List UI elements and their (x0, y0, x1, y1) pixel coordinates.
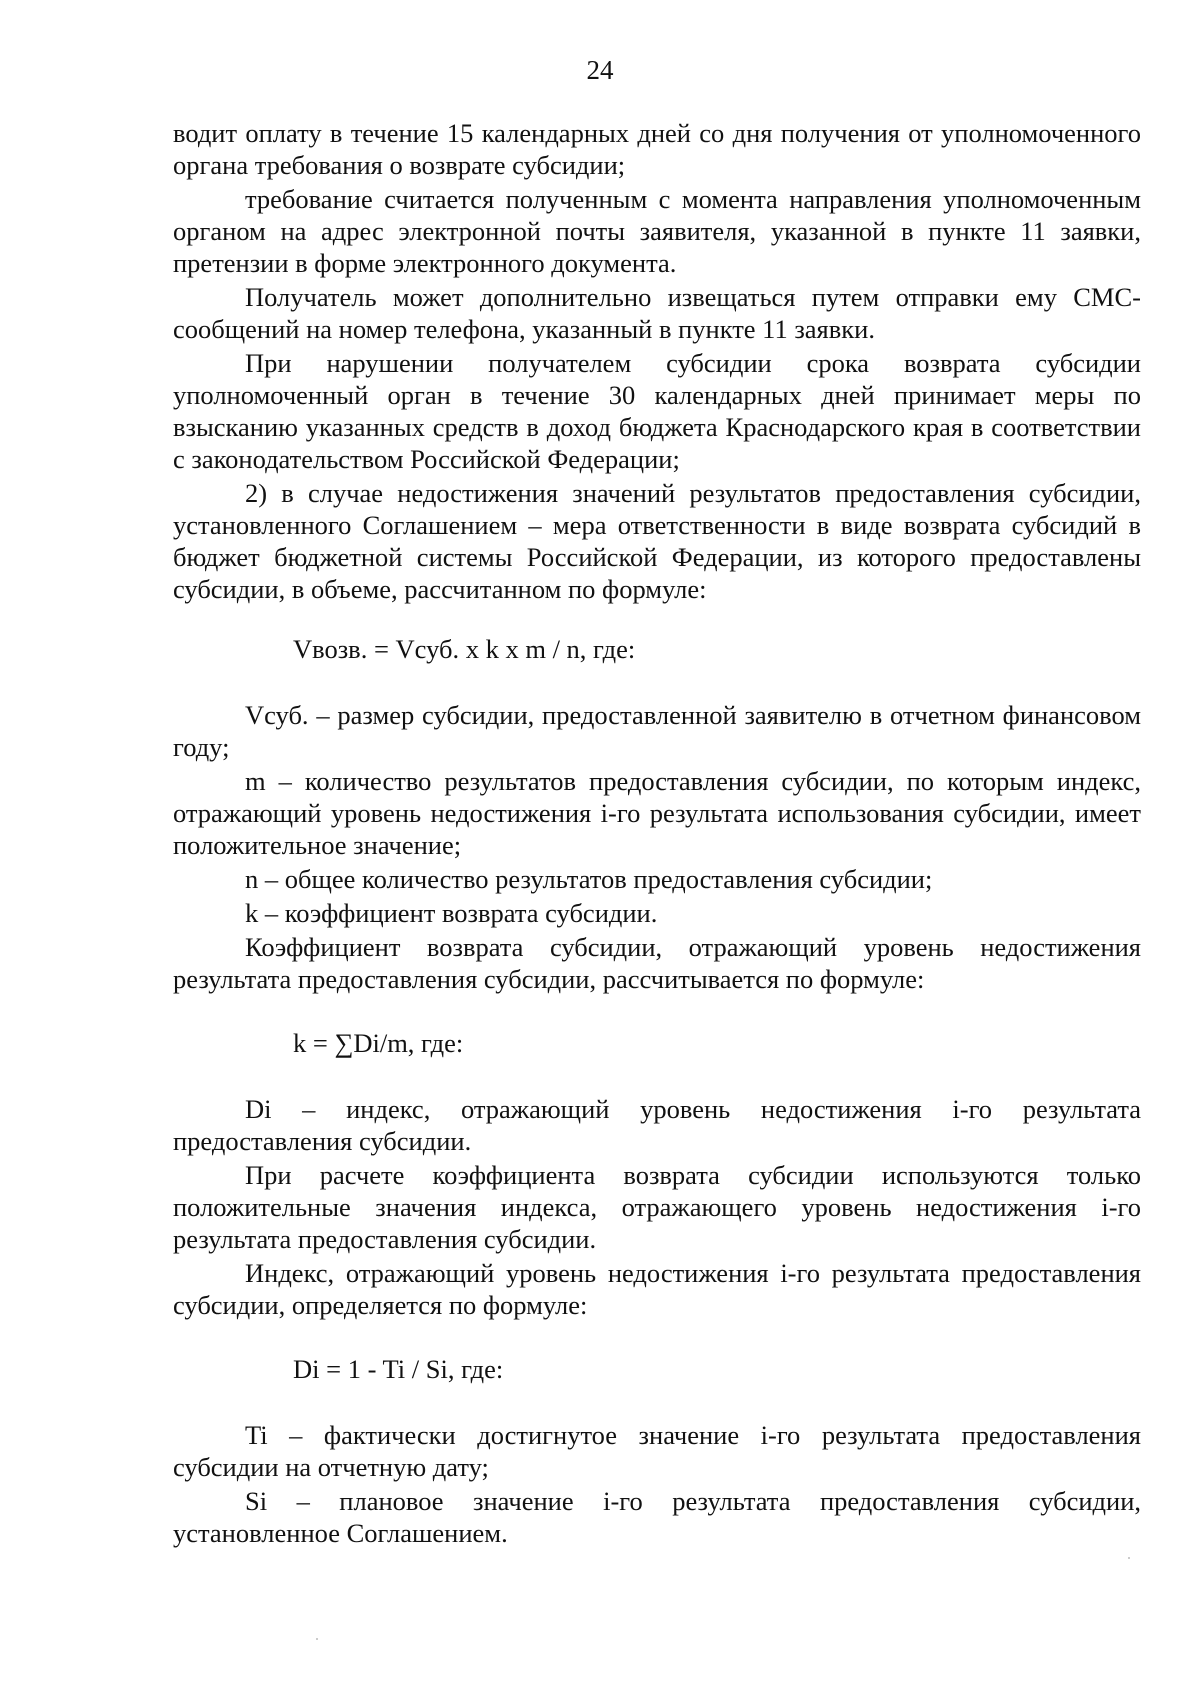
paragraph-demand-received: требование считается полученным с момента направления уполномоченным органом на адрес электронной почты заявителя, указанной в пункте 11 заявки, претензии в форме электронного документа. (173, 184, 1141, 278)
formula-refund-volume: Vвозв. = Vсуб. x k x m / n, где: (293, 634, 636, 664)
definition-si: Si – плановое значение i-го результата предоставления субсидии, установленное Соглашением. (173, 1486, 1141, 1548)
definition-m: m – количество результатов предоставления субсидии, по которым индекс, отражающий уровень недостижения i-го результата использования субсидии, имеет положительное значение; (173, 766, 1141, 860)
scan-speck (1128, 1557, 1130, 1559)
page-number: 24 (586, 55, 614, 85)
definition-n: n – общее количество результатов предоставления субсидии; (245, 864, 933, 894)
formula-index: Di = 1 - Ti / Si, где: (293, 1354, 504, 1384)
paragraph-index-intro: Индекс, отражающий уровень недостижения i-го результата предоставления субсидии, определяется по формуле: (173, 1258, 1141, 1320)
paragraph-positive-values: При расчете коэффициента возврата субсидии используются только положительные значения индекса, отражающего уровень недостижения i-го результата предоставления субсидии. (173, 1160, 1141, 1254)
definition-vsub: Vсуб. – размер субсидии, предоставленной заявителю в отчетном финансовом году; (173, 700, 1141, 762)
paragraph-sms-notice: Получатель может дополнительно извещаться путем отправки ему СМС-сообщений на номер телефона, указанный в пункте 11 заявки. (173, 282, 1141, 344)
paragraph-violation-measures: При нарушении получателем субсидии срока возврата субсидии уполномоченный орган в течение 30 календарных дней принимает меры по взысканию указанных средств в доход бюджета Краснодарского края в соответствии с законодательством Российской Федерации; (173, 348, 1141, 474)
scan-speck (316, 1638, 318, 1640)
document-body (173, 117, 1141, 1551)
paragraph-coefficient-intro: Коэффициент возврата субсидии, отражающий уровень недостижения результата предоставления субсидии, рассчитывается по формуле: (173, 932, 1141, 994)
definition-ti: Ti – фактически достигнутое значение i-го результата предоставления субсидии на отчетную дату; (173, 1420, 1141, 1482)
paragraph-non-achievement: 2) в случае недостижения значений результатов предоставления субсидии, установленного Соглашением – мера ответственности в виде возврата субсидий в бюджет бюджетной системы Российской Федерации, из которого предоставлены субсидии, в объеме, рассчитанном по формуле: (173, 478, 1141, 604)
paragraph-payment-term: водит оплату в течение 15 календарных дней со дня получения от уполномоченного органа требования о возврате субсидии; (173, 118, 1141, 180)
formula-coefficient: k = ∑Di/m, где: (293, 1028, 464, 1058)
definition-k: k – коэффициент возврата субсидии. (245, 898, 658, 928)
definition-di: Di – индекс, отражающий уровень недостижения i-го результата предоставления субсидии. (173, 1094, 1141, 1156)
